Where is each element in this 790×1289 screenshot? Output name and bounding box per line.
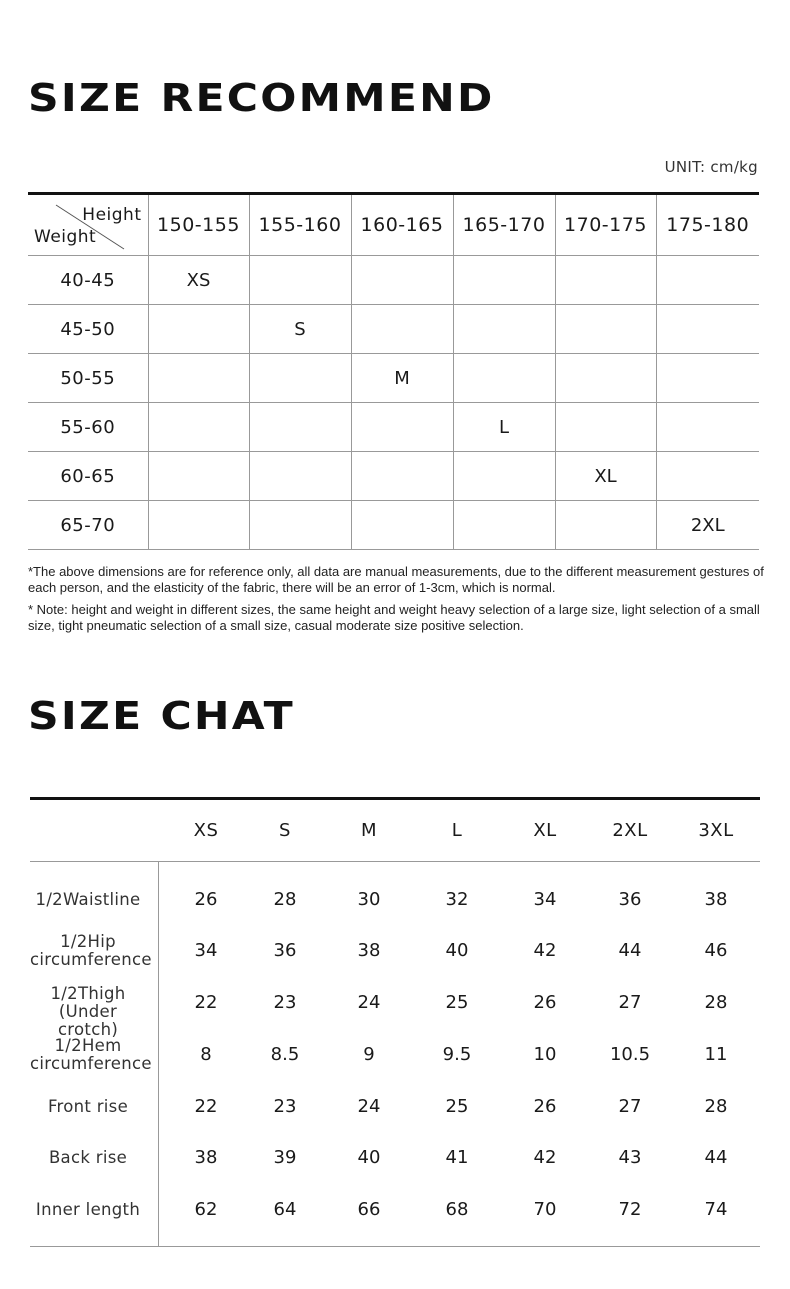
corner-height-label: Height bbox=[82, 205, 142, 225]
size-column-header: 3XL bbox=[698, 820, 734, 841]
size-cell bbox=[249, 256, 351, 305]
measurement-row-label bbox=[30, 1036, 152, 1073]
measurement-value: 36 bbox=[273, 940, 297, 961]
header-row bbox=[28, 194, 759, 256]
measurement-value: 10 bbox=[533, 1044, 557, 1065]
measurement-value: 23 bbox=[273, 992, 297, 1013]
size-header-row bbox=[30, 800, 760, 862]
measurement-row-label-line: 1/2Hem bbox=[54, 1036, 122, 1055]
measurement-value: 41 bbox=[445, 1147, 469, 1168]
measurement-row-label-line: Inner length bbox=[35, 1200, 141, 1219]
size-cell bbox=[148, 501, 249, 550]
measurement-value: 22 bbox=[194, 1096, 218, 1117]
measurement-value: 26 bbox=[194, 889, 218, 910]
size-column-header: XS bbox=[193, 820, 219, 841]
size-cell bbox=[453, 452, 555, 501]
size-cell bbox=[351, 256, 453, 305]
size-cell bbox=[148, 305, 249, 354]
height-column-header: 155-160 bbox=[249, 194, 351, 256]
measurement-row-label bbox=[30, 1098, 146, 1116]
measurement-value: 22 bbox=[194, 992, 218, 1013]
measurement-row-label-line: Front rise bbox=[47, 1097, 129, 1116]
measurement-value: 10.5 bbox=[609, 1044, 651, 1065]
measurement-value: 42 bbox=[533, 1147, 557, 1168]
size-column-header: M bbox=[360, 820, 378, 841]
measurement-row-label-line: 1/2Hip bbox=[60, 932, 116, 951]
table-row bbox=[28, 305, 759, 354]
measurement-value: 74 bbox=[704, 1199, 728, 1220]
size-chat-table bbox=[30, 797, 760, 1247]
measurement-row-label-line: 1/2Thigh bbox=[50, 984, 126, 1003]
size-cell bbox=[249, 452, 351, 501]
corner-weight-label: Weight bbox=[34, 227, 97, 247]
measurement-value: 27 bbox=[618, 1096, 642, 1117]
weight-row-header: 45-50 bbox=[28, 305, 148, 354]
measurement-value: 26 bbox=[533, 992, 557, 1013]
size-selection-note: * Note: height and weight in different sizes, the same height and weight heavy selection of a large size, light selection of a small size, tight pneumatic selection of a small size, casual moderate size positive selection. bbox=[28, 602, 760, 633]
height-column-header: 175-180 bbox=[656, 194, 759, 256]
measurement-value: 28 bbox=[704, 992, 728, 1013]
size-cell bbox=[555, 501, 656, 550]
measurement-value: 72 bbox=[618, 1199, 642, 1220]
height-column-header: 160-165 bbox=[351, 194, 453, 256]
measurement-value: 25 bbox=[445, 992, 469, 1013]
size-cell bbox=[656, 305, 759, 354]
measurement-row-label-line: circumference bbox=[30, 1054, 152, 1073]
weight-row-header: 55-60 bbox=[28, 403, 148, 452]
weight-row-header: 60-65 bbox=[28, 452, 148, 501]
measurement-value: 38 bbox=[357, 940, 381, 961]
size-cell bbox=[656, 452, 759, 501]
size-cell bbox=[351, 305, 453, 354]
measurement-row-label bbox=[30, 1149, 146, 1167]
height-column-header: 165-170 bbox=[453, 194, 555, 256]
size-column-header: L bbox=[451, 820, 463, 841]
table-row bbox=[28, 403, 759, 452]
table-row bbox=[28, 452, 759, 501]
weight-row-header: 65-70 bbox=[28, 501, 148, 550]
measurement-value: 46 bbox=[704, 940, 728, 961]
measurement-value: 66 bbox=[357, 1199, 381, 1220]
measurement-value: 68 bbox=[445, 1199, 469, 1220]
size-cell bbox=[249, 403, 351, 452]
size-cell bbox=[555, 354, 656, 403]
column-divider bbox=[158, 862, 159, 1247]
height-column-header: 170-175 bbox=[555, 194, 656, 256]
measurement-row-label bbox=[30, 985, 146, 1039]
corner-cell bbox=[28, 194, 148, 256]
measurement-row-label-line: (Under crotch) bbox=[57, 1002, 119, 1039]
measurement-value: 34 bbox=[533, 889, 557, 910]
height-column-header: 150-155 bbox=[148, 194, 249, 256]
measurement-value: 28 bbox=[273, 889, 297, 910]
size-recommend-table bbox=[28, 192, 759, 550]
measurement-row-label bbox=[30, 891, 146, 909]
size-cell bbox=[249, 501, 351, 550]
size-cell bbox=[453, 354, 555, 403]
measurement-value: 40 bbox=[445, 940, 469, 961]
unit-label: UNIT: cm/kg bbox=[664, 158, 758, 176]
measurement-value: 24 bbox=[357, 992, 381, 1013]
measurement-value: 44 bbox=[618, 940, 642, 961]
size-cell bbox=[555, 403, 656, 452]
measurement-value: 8 bbox=[200, 1044, 212, 1065]
size-cell bbox=[555, 256, 656, 305]
size-chat-title: SIZE CHAT bbox=[28, 694, 295, 738]
measurement-note: *The above dimensions are for reference only, all data are manual measurements, due to the different measurement gestures of each person, and the elasticity of the fabric, there will be an error of 1-3cm, which is normal. bbox=[28, 564, 764, 595]
size-cell bbox=[148, 403, 249, 452]
measurement-value: 44 bbox=[704, 1147, 728, 1168]
size-cell bbox=[453, 256, 555, 305]
table-row bbox=[28, 354, 759, 403]
measurement-value: 25 bbox=[445, 1096, 469, 1117]
size-cell: S bbox=[249, 305, 351, 354]
size-cell bbox=[453, 305, 555, 354]
measurement-row-label bbox=[30, 932, 152, 969]
size-column-header: S bbox=[279, 820, 291, 841]
weight-row-header: 40-45 bbox=[28, 256, 148, 305]
size-cell bbox=[453, 501, 555, 550]
measurement-value: 42 bbox=[533, 940, 557, 961]
measurement-value: 36 bbox=[618, 889, 642, 910]
size-column-header: XL bbox=[533, 820, 557, 841]
measurement-value: 24 bbox=[357, 1096, 381, 1117]
measurement-value: 34 bbox=[194, 940, 218, 961]
measurement-value: 38 bbox=[704, 889, 728, 910]
size-cell: XL bbox=[555, 452, 656, 501]
measurement-value: 39 bbox=[273, 1147, 297, 1168]
measurement-value: 62 bbox=[194, 1199, 218, 1220]
measurement-value: 26 bbox=[533, 1096, 557, 1117]
measurement-value: 64 bbox=[273, 1199, 297, 1220]
size-cell bbox=[351, 452, 453, 501]
measurement-value: 30 bbox=[357, 889, 381, 910]
measurement-row-label-line: 1/2Waistline bbox=[35, 890, 141, 909]
weight-row-header: 50-55 bbox=[28, 354, 148, 403]
size-cell bbox=[249, 354, 351, 403]
size-cell: 2XL bbox=[656, 501, 759, 550]
measurement-value: 28 bbox=[704, 1096, 728, 1117]
size-cell bbox=[351, 501, 453, 550]
size-recommend-title: SIZE RECOMMEND bbox=[28, 76, 495, 120]
size-cell bbox=[656, 354, 759, 403]
measurement-value: 40 bbox=[357, 1147, 381, 1168]
measurement-value: 8.5 bbox=[270, 1044, 300, 1065]
size-cell bbox=[656, 256, 759, 305]
size-cell bbox=[148, 354, 249, 403]
table-row bbox=[28, 256, 759, 305]
size-cell: M bbox=[351, 354, 453, 403]
table-row bbox=[28, 501, 759, 550]
measurement-value: 43 bbox=[618, 1147, 642, 1168]
measurement-row-label bbox=[30, 1201, 146, 1219]
measurement-value: 9 bbox=[363, 1044, 375, 1065]
size-cell bbox=[148, 452, 249, 501]
measurement-value: 32 bbox=[445, 889, 469, 910]
measurement-value: 27 bbox=[618, 992, 642, 1013]
size-cell bbox=[351, 403, 453, 452]
size-cell bbox=[555, 305, 656, 354]
size-cell: L bbox=[453, 403, 555, 452]
measurement-value: 9.5 bbox=[442, 1044, 472, 1065]
size-cell: XS bbox=[148, 256, 249, 305]
measurement-value: 23 bbox=[273, 1096, 297, 1117]
measurement-value: 11 bbox=[704, 1044, 728, 1065]
measurement-value: 38 bbox=[194, 1147, 218, 1168]
size-cell bbox=[656, 403, 759, 452]
size-column-header: 2XL bbox=[612, 820, 648, 841]
measurement-row-label-line: circumference bbox=[30, 950, 152, 969]
measurement-row-label-line: Back rise bbox=[48, 1148, 128, 1167]
measurement-value: 70 bbox=[533, 1199, 557, 1220]
